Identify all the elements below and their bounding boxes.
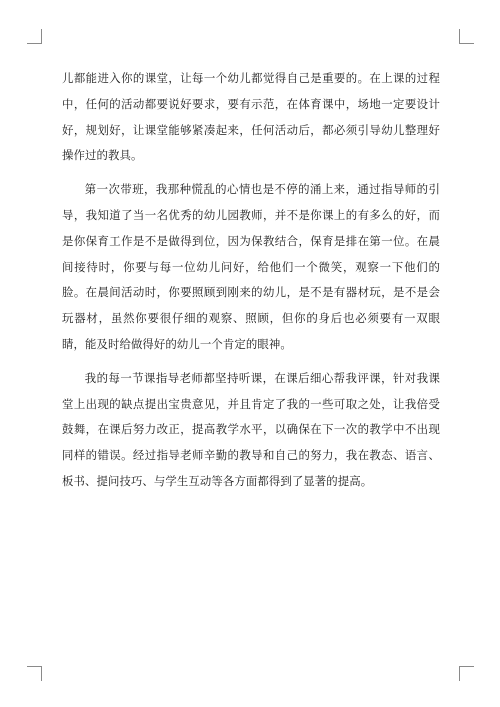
document-body [62,66,440,503]
crop-mark-top-right [459,29,474,44]
crop-mark-bottom-left [27,666,42,681]
paragraph-3: 我的每一节课指导老师都坚持听课，在课后细心帮我评课，针对我课堂上出现的缺点提出宝贵意见，并且肯定了我的一些可取之处，让我倍受鼓舞，在课后努力改正，提高教学水平，以确保在下一次的教学中不出现同样的错误。经过指导老师辛勤的教导和自己的努力，我在教态、语言、板书、提问技巧、与学生互动等各方面都得到了显著的提高。 [62,370,440,488]
paragraph-1: 儿都能进入你的课堂，让每一个幼儿都觉得自己是重要的。在上课的过程中，任何的活动都要说好要求，要有示范，在体育课中，场地一定要设计好，规划好，让课堂能够紧凑起来，任何活动后，都必须引导幼儿整理好操作过的教具。 [62,71,440,163]
paragraph-2: 第一次带班，我那种慌乱的心情也是不停的涌上来，通过指导师的引导，我知道了当一名优秀的幼儿园教师，并不是你课上的有多么的好，而是你保育工作是不是做得到位，因为保教结合，保育是排在第一位。在晨间接待时，你要与每一位幼儿问好，给他们一个微笑，观察一下他们的脸。在晨间活动时，你要照顾到刚来的幼儿，是不是有器材玩，是不是会玩器材，虽然你要很仔细的观察、照顾，但你的身后也必须要有一双眼睛，能及时给做得好的幼儿一个肯定的眼神。 [62,182,440,351]
crop-mark-top-left [27,29,42,44]
crop-mark-bottom-right [459,666,474,681]
